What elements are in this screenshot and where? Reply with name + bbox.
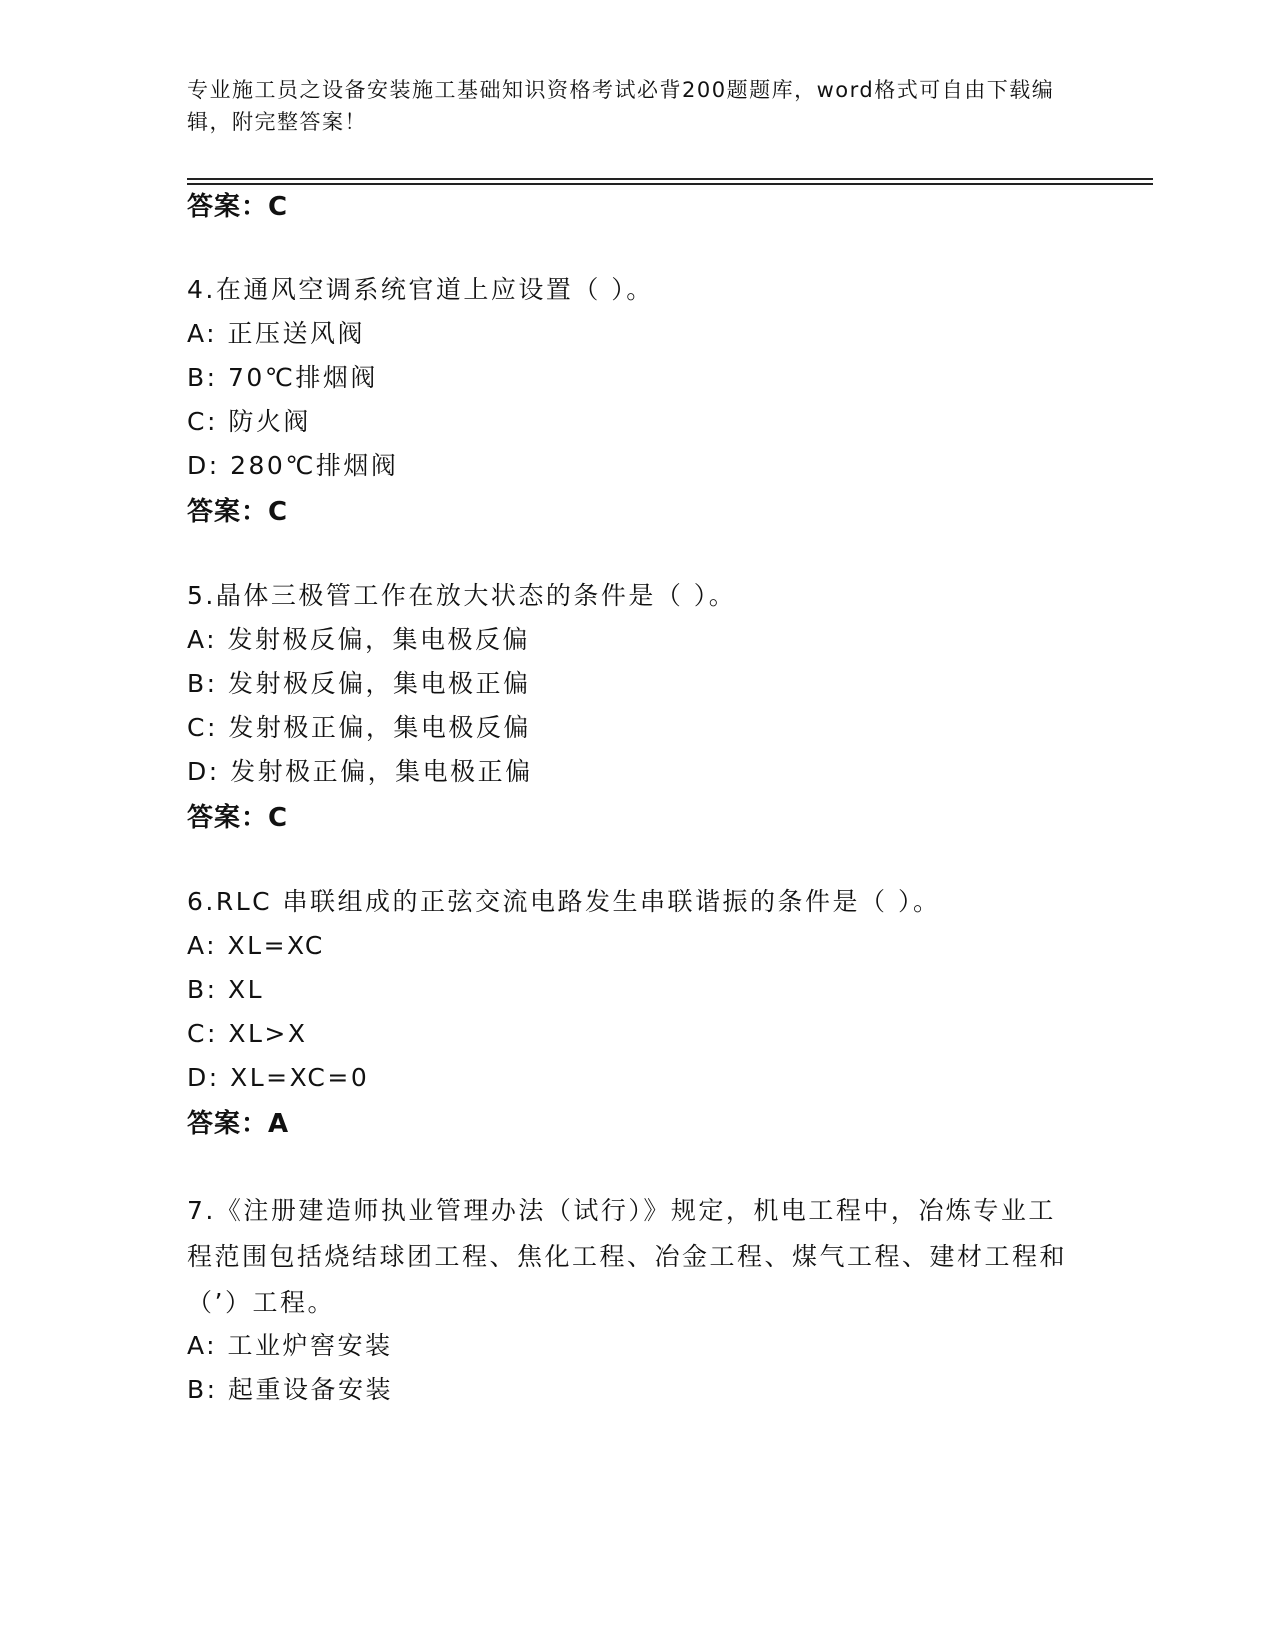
question-6-option-c: C: XL>X <box>187 1019 308 1048</box>
question-6-option-b: B: XL <box>187 975 265 1004</box>
question-6-stem: 6.RLC 串联组成的正弦交流电路发生串联谐振的条件是（ ）。 <box>187 887 941 916</box>
document-header: 专业施工员之设备安装施工基础知识资格考试必背200题题库，word格式可自由下载编辑，附完整答案！ <box>187 78 1055 134</box>
question-6-answer: 答案：A <box>187 1109 290 1139</box>
question-7-option-b: B: 起重设备安装 <box>187 1375 394 1404</box>
question-4-stem: 4.在通风空调系统官道上应设置（ ）。 <box>187 275 654 304</box>
question-7-option-a: A: 工业炉窖安装 <box>187 1331 393 1360</box>
question-5-option-c: C: 发射极正偏，集电极反偏 <box>187 713 531 742</box>
question-4-option-c: C: 防火阀 <box>187 407 311 436</box>
question-7-stem: 7.《注册建造师执业管理办法（试行）》规定，机电工程中，冶炼专业工程范围包括烧结球团工程、焦化工程、冶金工程、煤气工程、建材工程和（’）工程。 <box>187 1196 1068 1317</box>
header-divider-bottom <box>187 183 1153 185</box>
question-4-option-b: B: 70℃排烟阀 <box>187 363 378 392</box>
question-4-option-d: D: 280℃排烟阀 <box>187 451 399 480</box>
question-5-stem: 5.晶体三极管工作在放大状态的条件是（ ）。 <box>187 581 737 610</box>
question-6-option-a: A: XL=XC <box>187 931 325 960</box>
header-divider-top <box>187 178 1153 180</box>
question-5-option-d: D: 发射极正偏，集电极正偏 <box>187 757 533 786</box>
question-4-answer: 答案：C <box>187 497 289 527</box>
question-6-option-d: D: XL=XC=0 <box>187 1063 370 1092</box>
question-5-option-b: B: 发射极反偏，集电极正偏 <box>187 669 531 698</box>
question-5-option-a: A: 发射极反偏，集电极反偏 <box>187 625 531 654</box>
question-4-option-a: A: 正压送风阀 <box>187 319 366 348</box>
answer-prev-question: 答案：C <box>187 192 289 222</box>
question-5-answer: 答案：C <box>187 803 289 833</box>
